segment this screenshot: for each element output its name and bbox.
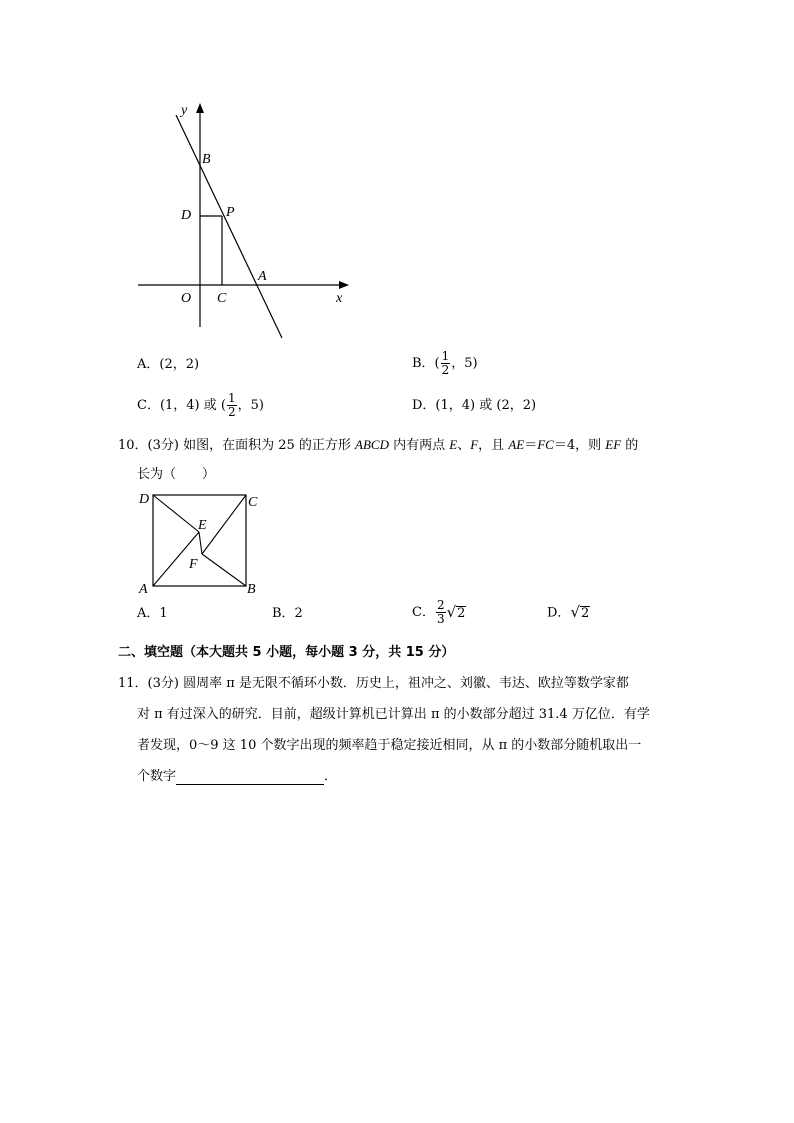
q10-option-d-radical-sign: √	[570, 603, 580, 621]
sq-label-e: E	[198, 518, 207, 533]
section-2-heading: 二、填空题（本大题共 5 小题，每小题 3 分，共 15 分）	[118, 645, 455, 660]
sq-label-f: F	[189, 557, 198, 572]
q10-option-c-radical-sign: √	[446, 602, 457, 621]
q9-option-c-denominator: 2	[227, 405, 236, 419]
q10-option-d-sqrt	[570, 604, 590, 622]
q11-answer-blank[interactable]	[176, 770, 324, 785]
x-axis-arrow	[339, 281, 349, 289]
q10-stem-part4: 的	[621, 438, 639, 453]
q10-stem-ef: EF	[605, 437, 622, 452]
q10-option-c-radicand: 2	[457, 605, 466, 621]
q10-option-c-denominator: 3	[436, 612, 445, 626]
square-figure	[134, 488, 264, 600]
q9-option-a: A．(2，2)	[137, 357, 200, 372]
q10-option-c	[412, 599, 466, 626]
q11-line2: 对 π 有过深入的研究．目前，超级计算机已计算出 π 的小数部分超过 31.4 万亿位．有学	[137, 707, 650, 722]
label-x: x	[336, 291, 343, 306]
q10-option-b: B．2	[272, 606, 303, 621]
segment-fb	[202, 554, 246, 586]
q9-option-b-numerator: 1	[441, 349, 450, 363]
q9-option-b	[412, 350, 478, 377]
q10-stem-fc: FC	[537, 437, 554, 452]
sq-label-c: C	[248, 495, 258, 510]
q10-stem-part3: ，且	[478, 438, 509, 453]
q10-stem-abcd: ABCD	[355, 437, 389, 452]
sq-label-a: A	[139, 582, 148, 597]
label-o: O	[181, 291, 192, 306]
line-ab	[176, 115, 282, 338]
segment-fc	[202, 495, 246, 554]
q10-option-d-radicand: 2	[581, 606, 590, 621]
coordinate-figure	[130, 95, 360, 345]
q10-stem-part1: 10．(3分) 如图，在面积为 25 的正方形	[118, 438, 356, 453]
q11-line3: 者发现，0～9 这 10 个数字出现的频率趋于稳定接近相同，从 π 的小数部分随机取出一	[137, 738, 642, 753]
label-y: y	[181, 103, 188, 118]
q9-option-b-suffix: ，5)	[451, 356, 478, 371]
q11-line4-prefix: 个数字	[137, 769, 177, 784]
q10-stem-e: E	[449, 437, 458, 452]
q11-line4	[137, 769, 337, 785]
label-d: D	[181, 208, 192, 223]
q10-stem-line2: 长为（ ）	[137, 467, 216, 482]
q10-stem-eq1: ＝	[524, 438, 538, 453]
q11-line1: 11．(3分) 圆周率 π 是无限不循环小数．历史上，祖冲之、刘徽、韦达、欧拉等数学家都	[118, 676, 629, 691]
y-axis-arrow	[196, 103, 204, 113]
q11-line4-suffix: ．	[324, 769, 338, 784]
sq-label-d: D	[139, 492, 150, 507]
q10-option-d	[547, 604, 590, 622]
q10-option-c-fraction	[436, 599, 446, 626]
square-abcd	[153, 495, 246, 586]
q10-stem-sep: 、	[457, 438, 471, 453]
label-a: A	[258, 269, 267, 284]
q10-stem-f: F	[470, 437, 479, 452]
q10-option-c-prefix: C．	[412, 605, 435, 620]
label-p: P	[226, 205, 235, 220]
label-c: C	[217, 291, 227, 306]
q10-stem-ae: AE	[508, 437, 525, 452]
q10-option-c-numerator: 2	[436, 598, 445, 612]
segment-ef	[199, 532, 202, 554]
q10-option-a: A．1	[137, 606, 168, 621]
q9-option-b-prefix: B．(	[412, 356, 440, 371]
q9-option-b-denominator: 2	[441, 363, 450, 377]
q10-option-c-sqrt	[447, 604, 467, 622]
q9-option-c	[137, 392, 264, 419]
q10-stem-line1	[118, 437, 638, 454]
q9-option-b-fraction	[441, 350, 451, 377]
q10-stem-eq2: ＝4，则	[553, 438, 606, 453]
sq-label-b: B	[247, 582, 256, 597]
label-b: B	[202, 152, 211, 167]
q9-option-c-prefix: C．(1，4) 或 (	[137, 398, 226, 413]
q9-option-c-suffix: ，5)	[237, 398, 264, 413]
q9-option-c-fraction	[227, 392, 237, 419]
q9-option-c-numerator: 1	[227, 391, 236, 405]
q10-stem-part2: 内有两点	[388, 438, 450, 453]
q10-option-d-prefix: D．	[547, 605, 571, 621]
segment-de	[153, 495, 199, 532]
q9-option-d: D．(1，4) 或 (2，2)	[412, 398, 537, 413]
